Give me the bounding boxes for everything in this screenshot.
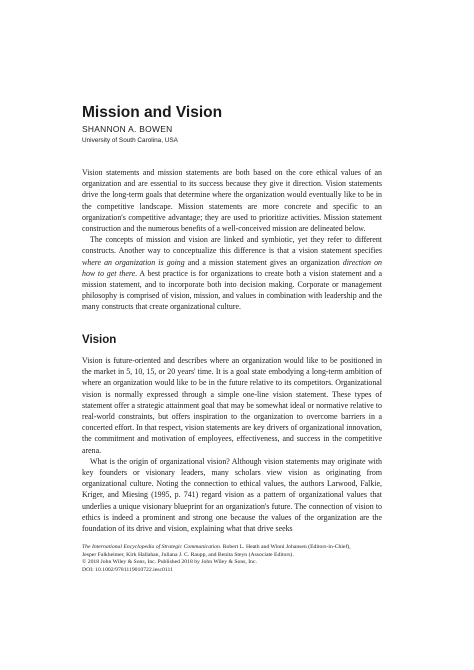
article-title: Mission and Vision <box>82 104 223 121</box>
author-name: SHANNON A. BOWEN <box>82 124 173 134</box>
footnote-editors: Robert L. Heath and Winni Johansen (Editors-in-Chief), <box>221 544 351 550</box>
intro-p2-text-b: and a mission statement gives an organization <box>184 257 343 267</box>
vision-paragraph-1: Vision is future-oriented and describes where an organization would like to be positioned in the market in 5, 10, 15, or 20 years' time. It is a goal state embodying a long-term ambition of where an organization would like to be in the future relative to its competitors. Organizational vision is normally expressed through a simple one-line vision statement. These types of statement offer a strategic attainment goal that may be somewhat ideal or normative relative to real-world constraints, but offers inspiration to the organization to overcome barriers in a concerted effort. In that respect, vision statements are key drivers of organizational innovation, the commitment and motivation of employees, effectiveness, and success in the competitive arena. <box>82 356 382 455</box>
publication-footnote <box>82 544 382 574</box>
footnote-line-2: Jesper Falkheimer, Kirk Hallahan, Juliana J. C. Raupp, and Benita Steyn (Associate Editors). <box>82 551 294 558</box>
vision-section <box>82 355 382 534</box>
intro-p2-emphasis-2: direction on how to get there <box>82 257 382 278</box>
intro-p2-text-a: The concepts of mission and vision are linked and symbiotic, yet they refer to different constructs. Another way to conceptualize this difference is that a vision statement specifies <box>82 235 382 256</box>
intro-paragraph-1: Vision statements and mission statements are both based on the core ethical values of an organization and are essential to its success because they give it direction. Vision statements drive the long-term goals that determine where the organization would eventually like to be in the competitive landscape. Mission statements are more concrete and specific to an organization's competitive advantage; they are used to prioritize activities. Mission statement construction and the numerous benefits of a well-conceived mission are delineated below. <box>82 168 382 234</box>
footnote-copyright: © 2018 John Wiley & Sons, Inc. Published 2018 by John Wiley & Sons, Inc. <box>82 559 257 566</box>
author-affiliation: University of South Carolina, USA <box>82 137 178 144</box>
intro-section <box>82 167 382 313</box>
encyclopedia-title: The International Encyclopedia of Strategic Communication. <box>82 544 222 550</box>
intro-paragraph-2 <box>82 234 382 312</box>
intro-p2-emphasis-1: where an organization is going <box>82 257 185 267</box>
section-heading-vision: Vision <box>82 334 117 346</box>
footnote-doi: DOI: 10.1002/9781119010722.iesc0111 <box>82 566 173 573</box>
intro-p2-text-c: . A best practice is for organizations to create both a vision statement and a mission statement, and to incorporate both into decision making. Corporate or management philosophy is comprised of vision, mission, and values in combination with leadership and the many constructs that create organizational culture. <box>82 268 382 312</box>
footnote-line-1 <box>82 544 382 552</box>
vision-paragraph-2: What is the origin of organizational vision? Although vision statements may originate with key founders or visionary leaders, many scholars view vision as originating from organizational culture. Noting the connection to ethical values, the authors Larwood, Falkie, Kriger, and Miesing (1995, p. 741) regard vision as a pattern of organizational values that underlies a unique visionary blueprint for an organization's future. The connection of vision to ethics is indeed a prominent and strong one because the values of the organization are the foundation of its drive and vision, explaining what that drive seeks <box>82 456 382 534</box>
